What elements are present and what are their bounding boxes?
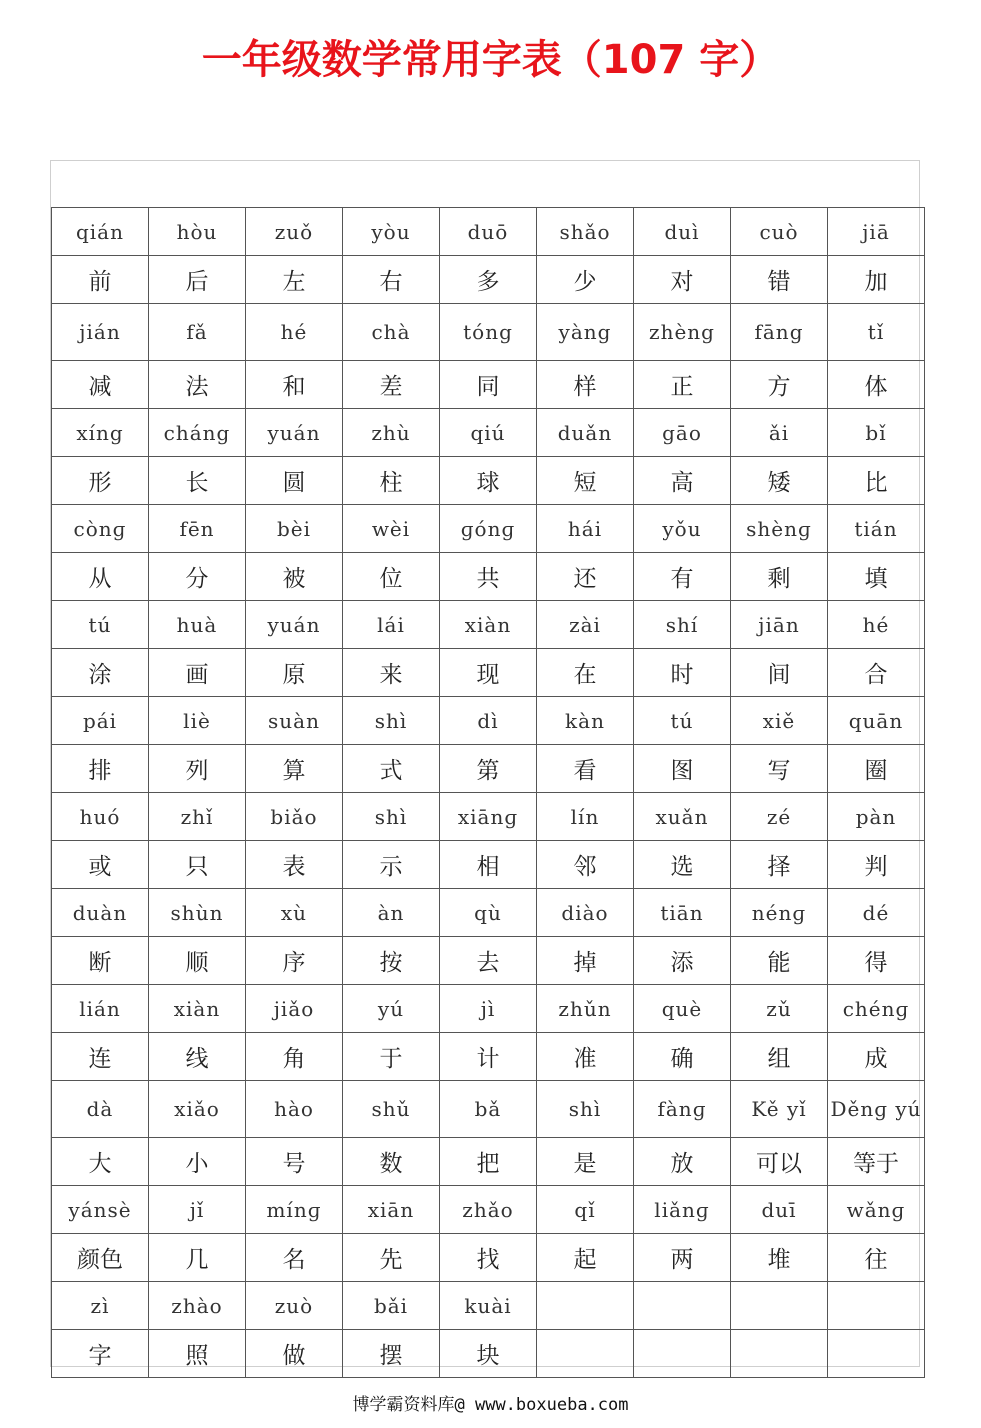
pinyin-cell: bǎ (440, 1081, 537, 1138)
pinyin-cell: cònɡ (52, 505, 149, 553)
character-cell: 颜色 (52, 1234, 149, 1282)
pinyin-cell: cuò (731, 208, 828, 256)
character-cell: 字 (52, 1330, 149, 1378)
character-cell: 添 (634, 937, 731, 985)
character-row (52, 745, 925, 793)
pinyin-cell: tián (828, 505, 925, 553)
character-cell: 球 (440, 457, 537, 505)
character-cell: 长 (149, 457, 246, 505)
pinyin-cell: yuán (246, 601, 343, 649)
pinyin-cell: shǎo (537, 208, 634, 256)
pinyin-cell: zuò (246, 1282, 343, 1330)
pinyin-cell: duì (634, 208, 731, 256)
character-cell: 合 (828, 649, 925, 697)
pinyin-cell: lián (52, 985, 149, 1033)
character-cell: 右 (343, 256, 440, 304)
pinyin-cell: hé (246, 304, 343, 361)
character-cell: 去 (440, 937, 537, 985)
pinyin-cell: yánsè (52, 1186, 149, 1234)
pinyin-cell: xuǎn (634, 793, 731, 841)
pinyin-cell: pái (52, 697, 149, 745)
pinyin-cell: shì (537, 1081, 634, 1138)
pinyin-cell: xiān (343, 1186, 440, 1234)
character-cell: 写 (731, 745, 828, 793)
pinyin-cell: wǎnɡ (828, 1186, 925, 1234)
character-cell: 号 (246, 1138, 343, 1186)
pinyin-cell: fànɡ (634, 1081, 731, 1138)
page-title: 一年级数学常用字表（107 字） (201, 37, 780, 83)
pinyin-row (52, 1282, 925, 1330)
character-cell: 位 (343, 553, 440, 601)
character-cell: 在 (537, 649, 634, 697)
character-row (52, 361, 925, 409)
character-row (52, 649, 925, 697)
character-cell: 序 (246, 937, 343, 985)
pinyin-row (52, 985, 925, 1033)
pinyin-cell: tiān (634, 889, 731, 937)
character-row (52, 841, 925, 889)
pinyin-cell: suàn (246, 697, 343, 745)
character-row (52, 1330, 925, 1378)
pinyin-cell: zì (52, 1282, 149, 1330)
character-table-body (52, 208, 925, 1378)
character-cell: 相 (440, 841, 537, 889)
pinyin-cell: xiǎo (149, 1081, 246, 1138)
character-cell: 放 (634, 1138, 731, 1186)
character-cell: 减 (52, 361, 149, 409)
character-cell: 比 (828, 457, 925, 505)
pinyin-cell: shùn (149, 889, 246, 937)
character-cell (828, 1330, 925, 1378)
character-cell: 先 (343, 1234, 440, 1282)
character-cell: 起 (537, 1234, 634, 1282)
pinyin-row (52, 505, 925, 553)
character-cell: 少 (537, 256, 634, 304)
pinyin-cell: yú (343, 985, 440, 1033)
character-cell: 数 (343, 1138, 440, 1186)
character-cell: 左 (246, 256, 343, 304)
pinyin-row (52, 208, 925, 256)
pinyin-cell: hào (246, 1081, 343, 1138)
character-cell: 填 (828, 553, 925, 601)
pinyin-cell: lái (343, 601, 440, 649)
character-cell: 于 (343, 1033, 440, 1081)
pinyin-cell: gāo (634, 409, 731, 457)
character-row (52, 1234, 925, 1282)
character-cell: 现 (440, 649, 537, 697)
character-cell: 排 (52, 745, 149, 793)
character-cell: 块 (440, 1330, 537, 1378)
pinyin-row (52, 697, 925, 745)
pinyin-cell: xiàn (440, 601, 537, 649)
character-cell: 往 (828, 1234, 925, 1282)
pinyin-cell: zhǐ (149, 793, 246, 841)
pinyin-cell: duàn (52, 889, 149, 937)
character-cell: 选 (634, 841, 731, 889)
pinyin-cell: xíng (52, 409, 149, 457)
character-row (52, 553, 925, 601)
character-row (52, 1138, 925, 1186)
pinyin-cell: bǎi (343, 1282, 440, 1330)
pinyin-row (52, 889, 925, 937)
character-cell: 小 (149, 1138, 246, 1186)
pinyin-cell: duī (731, 1186, 828, 1234)
character-cell: 顺 (149, 937, 246, 985)
character-cell: 圆 (246, 457, 343, 505)
pinyin-cell: dé (828, 889, 925, 937)
pinyin-cell: ɡónɡ (440, 505, 537, 553)
pinyin-cell: xiānɡ (440, 793, 537, 841)
character-cell (731, 1330, 828, 1378)
character-cell: 得 (828, 937, 925, 985)
character-row (52, 937, 925, 985)
character-cell: 两 (634, 1234, 731, 1282)
pinyin-cell: zhǔn (537, 985, 634, 1033)
character-cell: 掉 (537, 937, 634, 985)
character-cell: 法 (149, 361, 246, 409)
character-cell: 剩 (731, 553, 828, 601)
pinyin-cell: huà (149, 601, 246, 649)
pinyin-cell: yǒu (634, 505, 731, 553)
character-cell: 只 (149, 841, 246, 889)
character-cell: 涂 (52, 649, 149, 697)
character-cell: 摆 (343, 1330, 440, 1378)
character-cell: 画 (149, 649, 246, 697)
character-cell: 做 (246, 1330, 343, 1378)
pinyin-cell: hòu (149, 208, 246, 256)
pinyin-cell: qǐ (537, 1186, 634, 1234)
pinyin-cell: zhù (343, 409, 440, 457)
character-cell: 对 (634, 256, 731, 304)
character-cell: 列 (149, 745, 246, 793)
pinyin-cell: lín (537, 793, 634, 841)
character-row (52, 457, 925, 505)
character-cell: 名 (246, 1234, 343, 1282)
character-cell: 表 (246, 841, 343, 889)
pinyin-cell: nénɡ (731, 889, 828, 937)
character-cell: 计 (440, 1033, 537, 1081)
character-cell: 示 (343, 841, 440, 889)
character-cell: 看 (537, 745, 634, 793)
character-cell: 加 (828, 256, 925, 304)
pinyin-cell: wèi (343, 505, 440, 553)
character-cell: 大 (52, 1138, 149, 1186)
character-cell: 找 (440, 1234, 537, 1282)
character-cell: 同 (440, 361, 537, 409)
character-cell: 短 (537, 457, 634, 505)
pinyin-cell: fēn (149, 505, 246, 553)
character-cell: 几 (149, 1234, 246, 1282)
pinyin-cell: yòu (343, 208, 440, 256)
character-cell: 正 (634, 361, 731, 409)
character-cell: 择 (731, 841, 828, 889)
pinyin-cell: shǔ (343, 1081, 440, 1138)
character-cell: 组 (731, 1033, 828, 1081)
pinyin-cell: Děnɡ yú (828, 1081, 925, 1138)
character-cell: 时 (634, 649, 731, 697)
character-cell: 第 (440, 745, 537, 793)
pinyin-row (52, 304, 925, 361)
character-cell: 圈 (828, 745, 925, 793)
character-cell: 错 (731, 256, 828, 304)
pinyin-cell: jiān (731, 601, 828, 649)
character-cell: 从 (52, 553, 149, 601)
character-cell: 来 (343, 649, 440, 697)
character-cell: 形 (52, 457, 149, 505)
pinyin-cell: bèi (246, 505, 343, 553)
character-cell: 差 (343, 361, 440, 409)
character-cell: 算 (246, 745, 343, 793)
character-cell: 后 (149, 256, 246, 304)
pinyin-cell (828, 1282, 925, 1330)
pinyin-cell: jǐ (149, 1186, 246, 1234)
pinyin-cell: mínɡ (246, 1186, 343, 1234)
pinyin-cell: liè (149, 697, 246, 745)
pinyin-cell: qù (440, 889, 537, 937)
pinyin-cell: zé (731, 793, 828, 841)
pinyin-cell: jiǎo (246, 985, 343, 1033)
pinyin-cell: xiàn (149, 985, 246, 1033)
pinyin-cell: fāng (731, 304, 828, 361)
pinyin-cell: zhèng (634, 304, 731, 361)
pinyin-cell: chà (343, 304, 440, 361)
pinyin-cell: hé (828, 601, 925, 649)
character-cell (634, 1330, 731, 1378)
pinyin-cell: huó (52, 793, 149, 841)
character-cell: 照 (149, 1330, 246, 1378)
character-cell: 共 (440, 553, 537, 601)
pinyin-row (52, 409, 925, 457)
character-cell: 体 (828, 361, 925, 409)
pinyin-cell: tóng (440, 304, 537, 361)
pinyin-cell: quān (828, 697, 925, 745)
character-cell: 线 (149, 1033, 246, 1081)
pinyin-cell: diào (537, 889, 634, 937)
character-cell: 图 (634, 745, 731, 793)
pinyin-cell: xiě (731, 697, 828, 745)
character-cell: 多 (440, 256, 537, 304)
pinyin-cell: yàng (537, 304, 634, 361)
character-cell: 准 (537, 1033, 634, 1081)
pinyin-cell: àn (343, 889, 440, 937)
pinyin-cell: zǔ (731, 985, 828, 1033)
character-cell: 可以 (731, 1138, 828, 1186)
pinyin-row (52, 1081, 925, 1138)
character-cell: 原 (246, 649, 343, 697)
character-cell: 角 (246, 1033, 343, 1081)
pinyin-cell: chénɡ (828, 985, 925, 1033)
pinyin-cell: biǎo (246, 793, 343, 841)
pinyin-cell: jián (52, 304, 149, 361)
character-cell: 分 (149, 553, 246, 601)
pinyin-row (52, 601, 925, 649)
footer-watermark: 博学霸资料库@ www.boxueba.com (352, 1395, 629, 1415)
pinyin-cell: kuài (440, 1282, 537, 1330)
character-cell: 方 (731, 361, 828, 409)
character-cell: 成 (828, 1033, 925, 1081)
character-cell: 能 (731, 937, 828, 985)
pinyin-cell: cháng (149, 409, 246, 457)
pinyin-cell: pàn (828, 793, 925, 841)
pinyin-cell: shènɡ (731, 505, 828, 553)
character-cell: 和 (246, 361, 343, 409)
pinyin-cell: qiú (440, 409, 537, 457)
character-cell: 高 (634, 457, 731, 505)
character-cell: 间 (731, 649, 828, 697)
pinyin-cell: shì (343, 697, 440, 745)
character-cell: 按 (343, 937, 440, 985)
character-cell: 矮 (731, 457, 828, 505)
pinyin-cell: yuán (246, 409, 343, 457)
character-cell: 柱 (343, 457, 440, 505)
pinyin-cell: zhǎo (440, 1186, 537, 1234)
character-row (52, 256, 925, 304)
pinyin-cell: dì (440, 697, 537, 745)
pinyin-cell: kàn (537, 697, 634, 745)
pinyin-cell: tú (634, 697, 731, 745)
pinyin-cell: duǎn (537, 409, 634, 457)
character-cell (537, 1330, 634, 1378)
pinyin-cell: hái (537, 505, 634, 553)
character-cell: 前 (52, 256, 149, 304)
pinyin-cell: què (634, 985, 731, 1033)
character-row (52, 1033, 925, 1081)
pinyin-cell: xù (246, 889, 343, 937)
pinyin-cell: jiā (828, 208, 925, 256)
pinyin-cell: zhào (149, 1282, 246, 1330)
character-cell: 样 (537, 361, 634, 409)
character-cell: 有 (634, 553, 731, 601)
pinyin-cell: jì (440, 985, 537, 1033)
character-cell: 判 (828, 841, 925, 889)
pinyin-cell: zuǒ (246, 208, 343, 256)
pinyin-cell (634, 1282, 731, 1330)
pinyin-cell: duō (440, 208, 537, 256)
character-cell: 确 (634, 1033, 731, 1081)
character-cell: 把 (440, 1138, 537, 1186)
table-header-band (51, 161, 919, 208)
character-cell: 断 (52, 937, 149, 985)
character-cell: 等于 (828, 1138, 925, 1186)
pinyin-cell: zài (537, 601, 634, 649)
pinyin-cell: tú (52, 601, 149, 649)
character-cell: 连 (52, 1033, 149, 1081)
pinyin-cell: fǎ (149, 304, 246, 361)
pinyin-cell: Kě yǐ (731, 1081, 828, 1138)
character-cell: 是 (537, 1138, 634, 1186)
character-cell: 堆 (731, 1234, 828, 1282)
pinyin-cell: liǎnɡ (634, 1186, 731, 1234)
character-cell: 邻 (537, 841, 634, 889)
pinyin-cell (731, 1282, 828, 1330)
character-cell: 式 (343, 745, 440, 793)
pinyin-cell: tǐ (828, 304, 925, 361)
pinyin-cell: shì (343, 793, 440, 841)
character-table (51, 207, 925, 1378)
pinyin-cell: shí (634, 601, 731, 649)
character-cell: 还 (537, 553, 634, 601)
pinyin-cell: qián (52, 208, 149, 256)
pinyin-cell (537, 1282, 634, 1330)
pinyin-row (52, 793, 925, 841)
character-cell: 或 (52, 841, 149, 889)
pinyin-cell: dà (52, 1081, 149, 1138)
character-cell: 被 (246, 553, 343, 601)
pinyin-cell: ǎi (731, 409, 828, 457)
pinyin-row (52, 1186, 925, 1234)
pinyin-cell: bǐ (828, 409, 925, 457)
